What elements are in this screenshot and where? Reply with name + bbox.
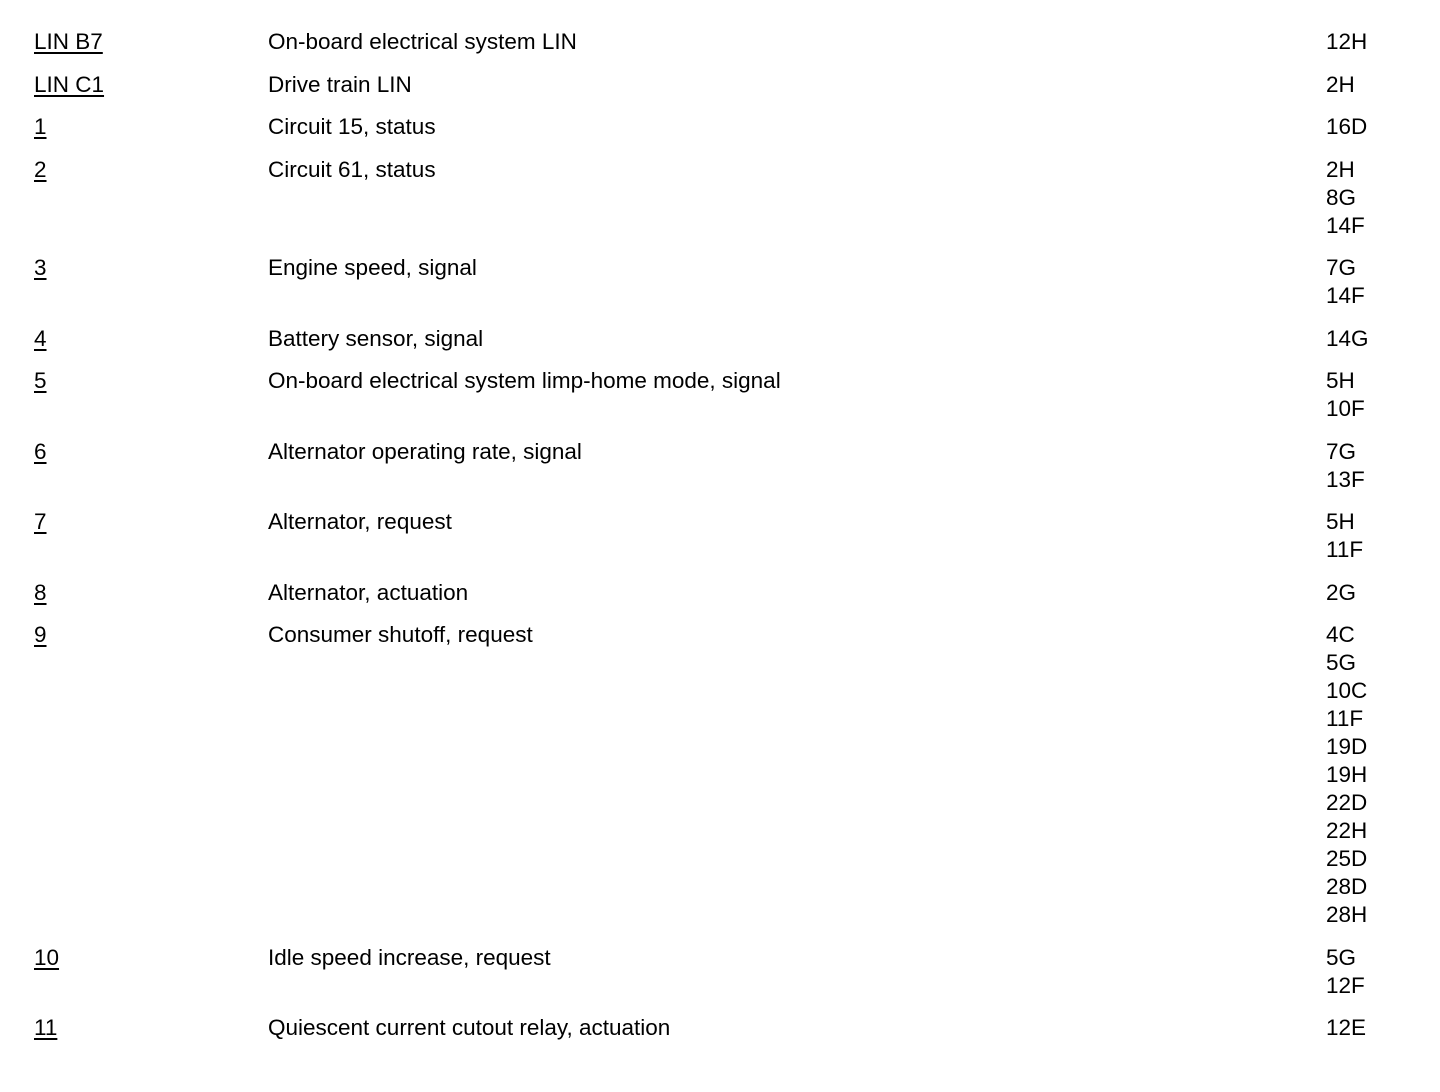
grid-reference: 5G [1326, 944, 1357, 970]
signal-description: On-board electrical system limp-home mode, signal [268, 368, 781, 393]
grid-reference: 4C [1326, 622, 1355, 647]
signal-description: Battery sensor, signal [268, 325, 484, 351]
grid-reference: 22D [1326, 790, 1368, 815]
signal-code-link[interactable]: 1 [34, 114, 47, 139]
signal-code-link[interactable]: 2 [34, 156, 47, 182]
grid-reference: 19D [1326, 734, 1368, 759]
grid-reference-list [1326, 71, 1440, 99]
grid-reference: 11F [1326, 537, 1364, 562]
legend-row [0, 325, 1440, 353]
grid-reference: 11F [1326, 706, 1364, 731]
signal-description: Alternator, request [268, 509, 452, 534]
grid-reference: 8G [1326, 184, 1357, 210]
grid-reference-list [1326, 113, 1440, 141]
grid-reference-list [1326, 367, 1440, 423]
grid-reference: 12H [1326, 29, 1368, 54]
signal-code-link[interactable]: 10 [34, 944, 60, 970]
signal-code-link[interactable]: 9 [34, 622, 47, 647]
signal-description: Alternator operating rate, signal [268, 438, 582, 464]
legend-row [0, 156, 1440, 240]
grid-reference: 14G [1326, 325, 1369, 351]
signal-description: Quiescent current cutout relay, actuation [268, 1015, 671, 1040]
grid-reference-list [1326, 254, 1440, 310]
legend-row [0, 28, 1440, 56]
grid-reference-list [1326, 325, 1440, 353]
signal-code-link[interactable]: LIN C1 [34, 71, 105, 97]
signal-description: Drive train LIN [268, 71, 412, 97]
grid-reference: 7G [1326, 255, 1357, 280]
grid-reference: 7G [1326, 438, 1357, 464]
grid-reference-list [1326, 621, 1440, 929]
grid-reference-list [1326, 28, 1440, 56]
signal-description: Engine speed, signal [268, 255, 477, 280]
signal-code-link[interactable]: 8 [34, 579, 47, 605]
legend-row [0, 254, 1440, 310]
legend-row [0, 579, 1440, 607]
signal-description: Consumer shutoff, request [268, 622, 533, 647]
grid-reference-list [1326, 944, 1440, 1000]
signal-code-link[interactable]: 4 [34, 325, 47, 351]
grid-reference: 19H [1326, 762, 1368, 787]
grid-reference-list [1326, 1014, 1440, 1042]
legend-row [0, 438, 1440, 494]
grid-reference-list [1326, 579, 1440, 607]
legend-row [0, 367, 1440, 423]
signal-code-link[interactable]: 5 [34, 368, 47, 393]
grid-reference-list [1326, 438, 1440, 494]
legend-row [0, 71, 1440, 99]
legend-row [0, 1014, 1440, 1042]
grid-reference: 28H [1326, 902, 1368, 927]
grid-reference: 25D [1326, 846, 1368, 871]
grid-reference: 12E [1326, 1015, 1367, 1040]
legend-row [0, 944, 1440, 1000]
signal-code-link[interactable]: LIN B7 [34, 29, 103, 54]
signal-description: Circuit 61, status [268, 156, 436, 182]
grid-reference: 5H [1326, 368, 1355, 393]
legend-row [0, 113, 1440, 141]
grid-reference: 2H [1326, 71, 1355, 97]
signal-code-link[interactable]: 6 [34, 438, 47, 464]
grid-reference: 10C [1326, 678, 1368, 703]
grid-reference: 2G [1326, 579, 1357, 605]
legend-row [0, 621, 1440, 929]
grid-reference: 10F [1326, 396, 1365, 421]
signal-description: Idle speed increase, request [268, 944, 551, 970]
grid-reference: 14F [1326, 212, 1365, 238]
signal-code-link[interactable]: 3 [34, 255, 47, 280]
signal-code-link[interactable]: 11 [34, 1015, 58, 1040]
signal-description: Alternator, actuation [268, 579, 469, 605]
grid-reference: 22H [1326, 818, 1368, 843]
grid-reference: 16D [1326, 114, 1368, 139]
signal-description: Circuit 15, status [268, 114, 436, 139]
grid-reference: 5H [1326, 509, 1355, 534]
grid-reference: 5G [1326, 650, 1357, 675]
grid-reference-list [1326, 156, 1440, 240]
grid-reference: 13F [1326, 466, 1365, 492]
legend-row [0, 508, 1440, 564]
signal-legend-table [0, 28, 1440, 1057]
grid-reference: 28D [1326, 874, 1368, 899]
signal-code-link[interactable]: 7 [34, 509, 47, 534]
signal-description: On-board electrical system LIN [268, 29, 577, 54]
grid-reference: 14F [1326, 283, 1365, 308]
grid-reference: 12F [1326, 972, 1365, 998]
grid-reference: 2H [1326, 156, 1355, 182]
grid-reference-list [1326, 508, 1440, 564]
